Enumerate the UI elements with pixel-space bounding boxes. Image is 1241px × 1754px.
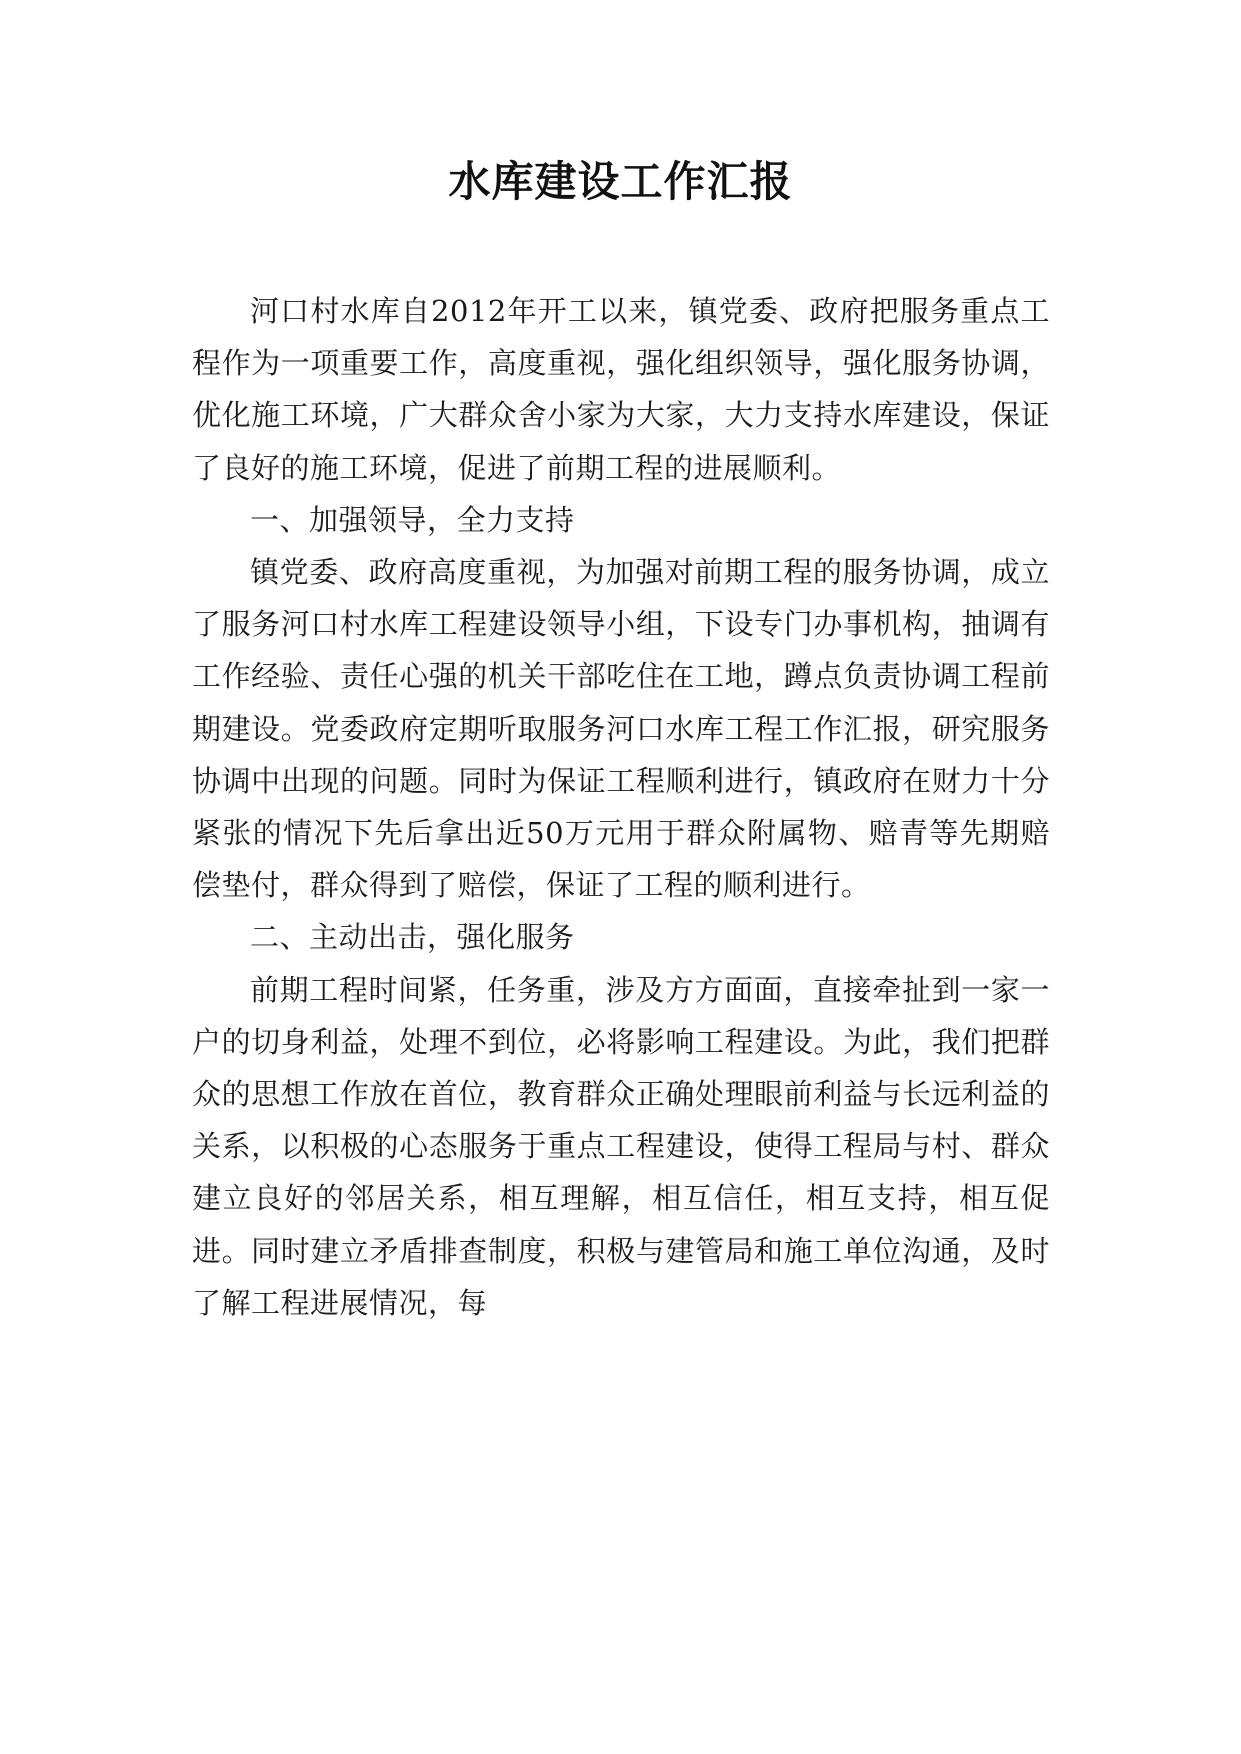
paragraph-section-2: 前期工程时间紧，任务重，涉及方方面面，直接牵扯到一家一户的切身利益，处理不到位，必将影响工程建设。为此，我们把群众的思想工作放在首位，教育群众正确处理眼前利益与长远利益的关系，以积极的心态服务于重点工程建设，使得工程局与村、群众建立良好的邻居关系，相互理解，相互信任，相互支持，相互促进。同时建立矛盾排查制度，积极与建管局和施工单位沟通，及时了解工程进展情况，每 (192, 972, 1050, 1320)
section-heading-1: 一、加强领导，全力支持 (250, 502, 575, 537)
section-heading-2: 二、主动出击，强化服务 (250, 920, 575, 955)
document-title: 水库建设工作汇报 (448, 157, 793, 206)
paragraph-intro: 河口村水库自2012年开工以来，镇党委、政府把服务重点工程作为一项重要工作，高度重视，强化组织领导，强化服务协调，优化施工环境，广大群众舍小家为大家，大力支持水库建设，保证了良好的施工环境，促进了前期工程的进展顺利。 (192, 294, 1050, 485)
paragraph-section-1: 镇党委、政府高度重视，为加强对前期工程的服务协调，成立了服务河口村水库工程建设领导小组，下设专门办事机构，抽调有工作经验、责任心强的机关干部吃住在工地，蹲点负责协调工程前期建设。党委政府定期听取服务河口水库工程工作汇报，研究服务协调中出现的问题。同时为保证工程顺利进行，镇政府在财力十分紧张的情况下先后拿出近50万元用于群众附属物、赔青等先期赔偿垫付，群众得到了赔偿，保证了工程的顺利进行。 (192, 555, 1050, 903)
document-body (192, 285, 1050, 1329)
